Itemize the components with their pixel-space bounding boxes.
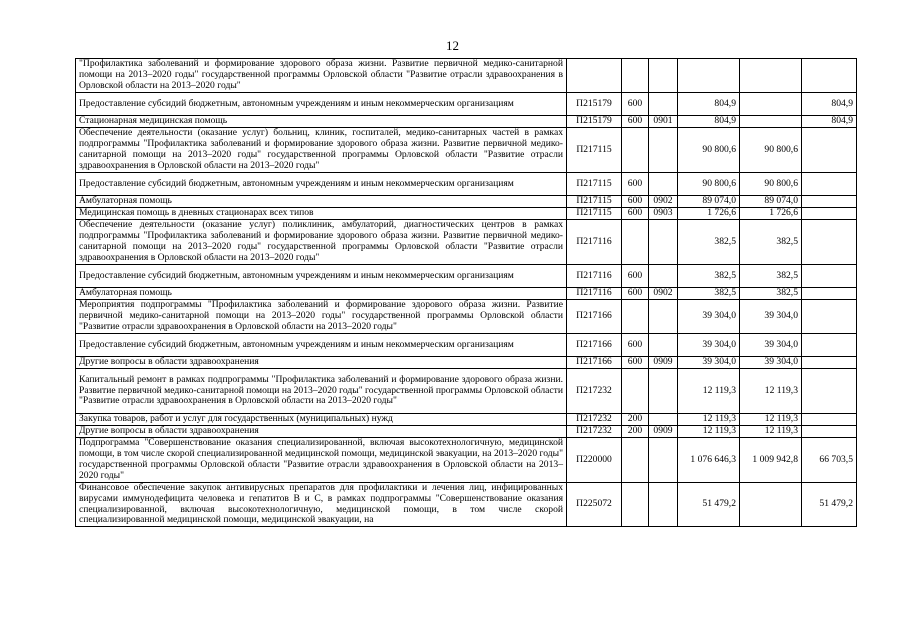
amount-col6: 382,5: [740, 265, 802, 288]
amount-col6: 89 074,0: [740, 196, 802, 208]
target-code: П215179: [567, 116, 622, 128]
table-row: [76, 220, 857, 265]
amount-col7: [802, 128, 857, 173]
expense-type: 600: [622, 288, 649, 300]
expense-type: 200: [622, 426, 649, 438]
amount-total: 1 726,6: [678, 208, 740, 220]
row-name: Обеспечение деятельности (оказание услуг) поликлиник, амбулаторий, диагностических центров в рамках подпрограммы "Профилактика заболеваний и формирование здорового образа жизни. Развитие первичной медико-санитарной помощи на 2013–2020 годы" государственной программы Орловской области "Развитие отрасли здравоохранения в Орловской области на 2013–2020 годы": [76, 220, 567, 265]
row-name: Финансовое обеспечение закупок антивирусных препаратов для профилактики и лечения лиц, инфицированных вирусами иммунодефицита человека и гепатитов B и C, в рамках подпрограммы "Совершенствование оказания специализированной, включая высокотехнологичную, медицинской помощи, в том числе скорой специализированной медицинской помощи, медицинской эвакуации, на: [76, 483, 567, 527]
amount-col7: 66 703,5: [802, 438, 857, 483]
table-row: [76, 369, 857, 414]
table-row: [76, 128, 857, 173]
page-number: 12: [446, 38, 459, 53]
section-code: [649, 265, 678, 288]
expense-type: 600: [622, 265, 649, 288]
table-row: [76, 438, 857, 483]
table-row: [76, 265, 857, 288]
amount-col7: 804,9: [802, 116, 857, 128]
section-code: 0902: [649, 196, 678, 208]
row-name: Предоставление субсидий бюджетным, автономным учреждениям и иным некоммерческим организациям: [76, 93, 567, 116]
row-name: Мероприятия подпрограммы "Профилактика заболеваний и формирование здорового образа жизни. Развитие первичной медико-санитарной помощи на 2013–2020 годы" государственной программы Орловской области "Развитие отрасли здравоохранения в Орловской области на 2013–2020 годы": [76, 300, 567, 334]
section-code: 0903: [649, 208, 678, 220]
amount-col6: 39 304,0: [740, 300, 802, 334]
amount-total: 39 304,0: [678, 357, 740, 369]
amount-total: 39 304,0: [678, 334, 740, 357]
section-code: 0909: [649, 357, 678, 369]
table-row: [76, 116, 857, 128]
expense-type: [622, 369, 649, 414]
amount-col7: [802, 426, 857, 438]
table-row: [76, 59, 857, 93]
amount-col6: 90 800,6: [740, 173, 802, 196]
section-code: [649, 438, 678, 483]
amount-total: 89 074,0: [678, 196, 740, 208]
budget-table: [75, 58, 857, 527]
amount-total: [678, 59, 740, 93]
amount-col6: 382,5: [740, 288, 802, 300]
section-code: [649, 334, 678, 357]
target-code: П220000: [567, 438, 622, 483]
amount-total: 90 800,6: [678, 173, 740, 196]
table-row: [76, 357, 857, 369]
section-code: [649, 173, 678, 196]
amount-col6: 39 304,0: [740, 334, 802, 357]
amount-col7: [802, 208, 857, 220]
amount-col7: [802, 196, 857, 208]
row-name: Медицинская помощь в дневных стационарах всех типов: [76, 208, 567, 220]
row-name: Закупка товаров, работ и услуг для государственных (муниципальных) нужд: [76, 414, 567, 426]
amount-col6: [740, 59, 802, 93]
amount-total: 804,9: [678, 93, 740, 116]
target-code: П217116: [567, 220, 622, 265]
amount-col7: [802, 414, 857, 426]
target-code: П217115: [567, 208, 622, 220]
section-code: 0901: [649, 116, 678, 128]
expense-type: 600: [622, 208, 649, 220]
amount-total: 1 076 646,3: [678, 438, 740, 483]
expense-type: 600: [622, 173, 649, 196]
amount-col7: [802, 334, 857, 357]
expense-type: 600: [622, 196, 649, 208]
expense-type: 600: [622, 116, 649, 128]
row-name: Предоставление субсидий бюджетным, автономным учреждениям и иным некоммерческим организациям: [76, 334, 567, 357]
row-name: Предоставление субсидий бюджетным, автономным учреждениям и иным некоммерческим организациям: [76, 265, 567, 288]
amount-total: 382,5: [678, 220, 740, 265]
amount-total: 51 479,2: [678, 483, 740, 527]
row-name: Другие вопросы в области здравоохранения: [76, 357, 567, 369]
row-name: Обеспечение деятельности (оказание услуг) больниц, клиник, госпиталей, медико-санитарных частей в рамках подпрограммы "Профилактика заболеваний и формирование здорового образа жизни. Развитие первичной медико-санитарной помощи на 2013–2020 годы" государственной программы Орловской области "Развитие отрасли здравоохранения в Орловской области на 2013–2020 годы": [76, 128, 567, 173]
amount-col6: 39 304,0: [740, 357, 802, 369]
section-code: [649, 369, 678, 414]
row-name: Амбулаторная помощь: [76, 196, 567, 208]
expense-type: 600: [622, 334, 649, 357]
table-row: [76, 288, 857, 300]
target-code: [567, 59, 622, 93]
target-code: П225072: [567, 483, 622, 527]
amount-total: 12 119,3: [678, 414, 740, 426]
amount-col6: [740, 93, 802, 116]
expense-type: [622, 59, 649, 93]
section-code: [649, 300, 678, 334]
amount-col6: 1 009 942,8: [740, 438, 802, 483]
target-code: П217166: [567, 334, 622, 357]
expense-type: [622, 483, 649, 527]
row-name: Другие вопросы в области здравоохранения: [76, 426, 567, 438]
row-name: Предоставление субсидий бюджетным, автономным учреждениям и иным некоммерческим организациям: [76, 173, 567, 196]
table-row: [76, 300, 857, 334]
expense-type: 200: [622, 414, 649, 426]
target-code: П217116: [567, 288, 622, 300]
table-row: [76, 208, 857, 220]
amount-total: 12 119,3: [678, 369, 740, 414]
row-name: "Профилактика заболеваний и формирование здорового образа жизни. Развитие первичной медико-санитарной помощи на 2013–2020 годы" государственной программы Орловской области "Развитие отрасли здравоохранения в Орловской области на 2013–2020 годы": [76, 59, 567, 93]
amount-col6: 12 119,3: [740, 414, 802, 426]
target-code: П217115: [567, 128, 622, 173]
target-code: П217232: [567, 414, 622, 426]
amount-total: 382,5: [678, 265, 740, 288]
amount-col6: 90 800,6: [740, 128, 802, 173]
expense-type: [622, 300, 649, 334]
amount-col7: [802, 300, 857, 334]
section-code: [649, 483, 678, 527]
amount-col6: 382,5: [740, 220, 802, 265]
expense-type: [622, 438, 649, 483]
target-code: П217232: [567, 426, 622, 438]
amount-col7: 804,9: [802, 93, 857, 116]
table-row: [76, 483, 857, 527]
amount-col7: [802, 265, 857, 288]
amount-col7: [802, 369, 857, 414]
amount-col6: 12 119,3: [740, 426, 802, 438]
section-code: [649, 220, 678, 265]
section-code: [649, 414, 678, 426]
row-name: Амбулаторная помощь: [76, 288, 567, 300]
amount-total: 804,9: [678, 116, 740, 128]
table-row: [76, 334, 857, 357]
amount-total: 90 800,6: [678, 128, 740, 173]
target-code: П215179: [567, 93, 622, 116]
amount-col6: [740, 483, 802, 527]
expense-type: [622, 128, 649, 173]
row-name: Капитальный ремонт в рамках подпрограммы "Профилактика заболеваний и формирование здорового образа жизни. Развитие первичной медико-санитарной помощи на 2013–2020 годы" государственной программы Орловской области "Развитие отрасли здравоохранения в Орловской области на 2013–2020 годы": [76, 369, 567, 414]
section-code: [649, 59, 678, 93]
amount-col7: [802, 357, 857, 369]
table-row: [76, 173, 857, 196]
target-code: П217166: [567, 357, 622, 369]
expense-type: [622, 220, 649, 265]
amount-col6: 1 726,6: [740, 208, 802, 220]
amount-col7: [802, 59, 857, 93]
amount-col6: 12 119,3: [740, 369, 802, 414]
table-row: [76, 414, 857, 426]
target-code: П217115: [567, 196, 622, 208]
section-code: 0909: [649, 426, 678, 438]
target-code: П217166: [567, 300, 622, 334]
amount-col7: 51 479,2: [802, 483, 857, 527]
amount-col7: [802, 220, 857, 265]
expense-type: 600: [622, 93, 649, 116]
amount-col7: [802, 173, 857, 196]
target-code: П217115: [567, 173, 622, 196]
table-row: [76, 93, 857, 116]
amount-col6: [740, 116, 802, 128]
amount-total: 39 304,0: [678, 300, 740, 334]
target-code: П217232: [567, 369, 622, 414]
amount-total: 12 119,3: [678, 426, 740, 438]
table-row: [76, 196, 857, 208]
row-name: Подпрограмма "Совершенствование оказания специализированной, включая высокотехнологичную, медицинской помощи, в том числе скорой специализированной медицинской помощи, медицинской эвакуации, на 2013–2020 годы" государственной программы Орловской области "Развитие отрасли здравоохранения в Орловской области на 2013–2020 годы": [76, 438, 567, 483]
section-code: 0902: [649, 288, 678, 300]
amount-total: 382,5: [678, 288, 740, 300]
section-code: [649, 128, 678, 173]
expense-type: 600: [622, 357, 649, 369]
target-code: П217116: [567, 265, 622, 288]
table-row: [76, 426, 857, 438]
amount-col7: [802, 288, 857, 300]
row-name: Стационарная медицинская помощь: [76, 116, 567, 128]
section-code: [649, 93, 678, 116]
